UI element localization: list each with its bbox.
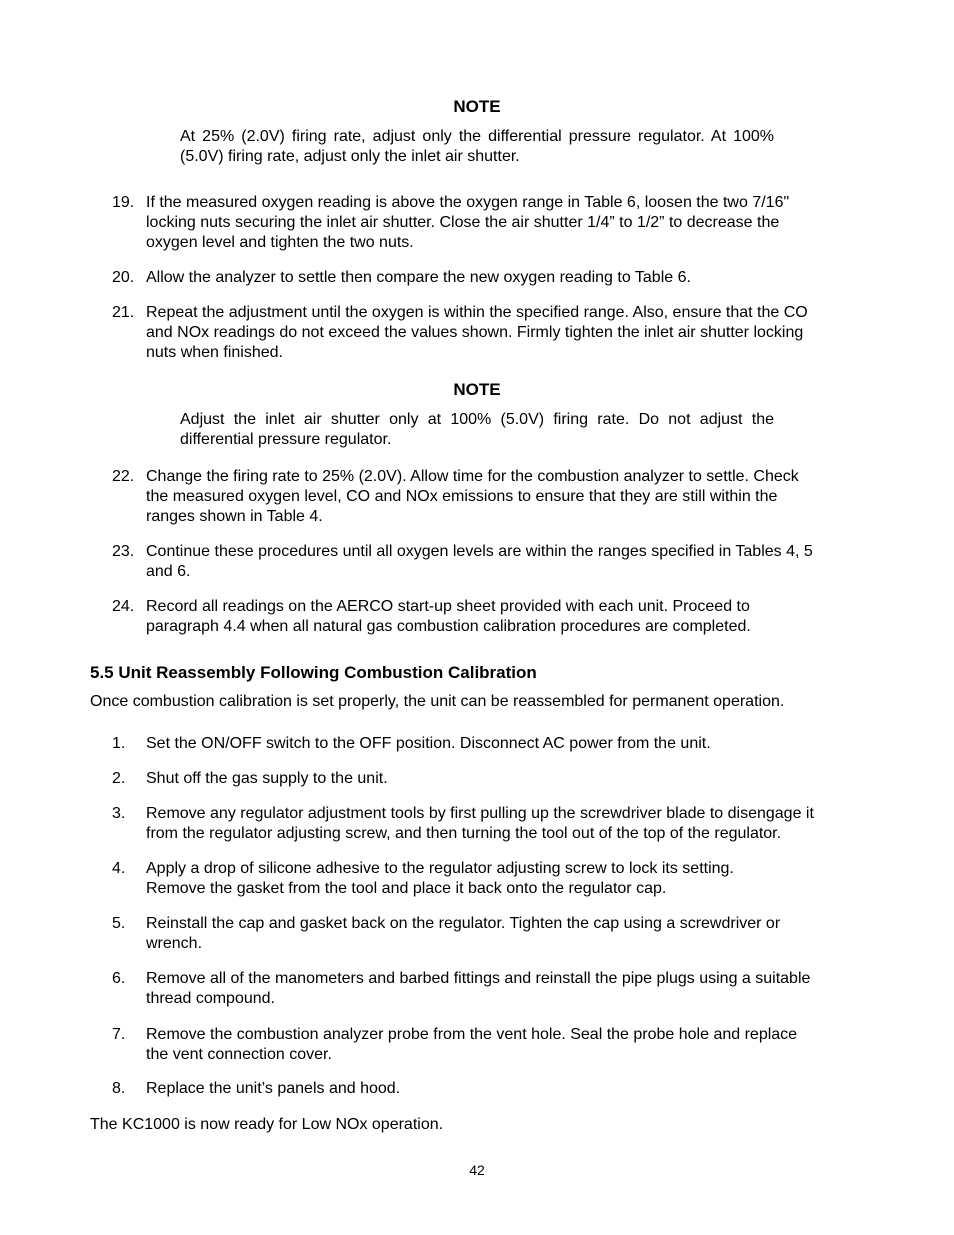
step-text: Reinstall the cap and gasket back on the regulator. Tighten the cap using a screwdriver or wrench. xyxy=(146,915,781,952)
step-text: Allow the analyzer to settle then compare the new oxygen reading to Table 6. xyxy=(146,269,691,286)
step-number: 7. xyxy=(112,1026,126,1043)
step-text: Replace the unit’s panels and hood. xyxy=(146,1080,401,1097)
note-title: NOTE xyxy=(453,380,501,399)
step-number: 6. xyxy=(112,970,126,987)
step-text: Record all readings on the AERCO start-up sheet provided with each unit. Proceed to paragraph 4.4 when all natural gas combustion calibration procedures are completed. xyxy=(146,598,751,635)
note-text: At 25% (2.0V) firing rate, adjust only the differential pressure regulator. At 100% (5.0V) firing rate, adjust only the inlet air shutter. xyxy=(180,128,774,165)
section-heading: 5.5 Unit Reassembly Following Combustion Calibration xyxy=(90,663,537,682)
step-text: Repeat the adjustment until the oxygen is within the specified range. Also, ensure that the CO and NOx readings do not exceed the values shown. Firmly tighten the inlet air shutter locking nuts when finished. xyxy=(146,304,808,361)
step-number: 22. xyxy=(112,468,135,485)
section-intro: Once combustion calibration is set properly, the unit can be reassembled for permanent operation. xyxy=(90,693,785,710)
step-number: 23. xyxy=(112,543,135,560)
step-number: 19. xyxy=(112,194,135,211)
note-text: Adjust the inlet air shutter only at 100% (5.0V) firing rate. Do not adjust the differential pressure regulator. xyxy=(180,411,774,448)
closing-text: The KC1000 is now ready for Low NOx operation. xyxy=(90,1116,444,1133)
step-number: 21. xyxy=(112,304,135,321)
note-title: NOTE xyxy=(453,97,501,116)
step-text: Apply a drop of silicone adhesive to the regulator adjusting screw to lock its setting. Remove the gasket from the tool and place it back onto the regulator cap. xyxy=(146,860,734,897)
step-text: Set the ON/OFF switch to the OFF position. Disconnect AC power from the unit. xyxy=(146,735,711,752)
step-number: 8. xyxy=(112,1080,126,1097)
step-text: Remove the combustion analyzer probe from the vent hole. Seal the probe hole and replace the vent connection cover. xyxy=(146,1026,798,1063)
step-number: 24. xyxy=(112,598,135,615)
step-text: Continue these procedures until all oxygen levels are within the ranges specified in Tables 4, 5 and 6. xyxy=(146,543,813,580)
step-text: Change the firing rate to 25% (2.0V). Allow time for the combustion analyzer to settle. Check the measured oxygen level, CO and NOx emissions to ensure that they are still within the ranges shown in Table 4. xyxy=(146,468,799,525)
step-text: Shut off the gas supply to the unit. xyxy=(146,770,388,787)
step-number: 1. xyxy=(112,735,126,752)
step-number: 5. xyxy=(112,915,126,932)
step-text: Remove all of the manometers and barbed fittings and reinstall the pipe plugs using a suitable thread compound. xyxy=(146,970,811,1007)
step-number: 3. xyxy=(112,805,126,822)
step-number: 2. xyxy=(112,770,126,787)
step-text: If the measured oxygen reading is above the oxygen range in Table 6, loosen the two 7/16" locking nuts securing the inlet air shutter. Close the air shutter 1/4” to 1/2” to decrease the oxygen level and tighten the two nuts. xyxy=(146,194,790,251)
step-number: 20. xyxy=(112,269,135,286)
page-number: 42 xyxy=(469,1162,485,1178)
step-number: 4. xyxy=(112,860,126,877)
step-text: Remove any regulator adjustment tools by first pulling up the screwdriver blade to disengage it from the regulator adjusting screw, and then turning the tool out of the top of the regulator. xyxy=(146,805,814,842)
